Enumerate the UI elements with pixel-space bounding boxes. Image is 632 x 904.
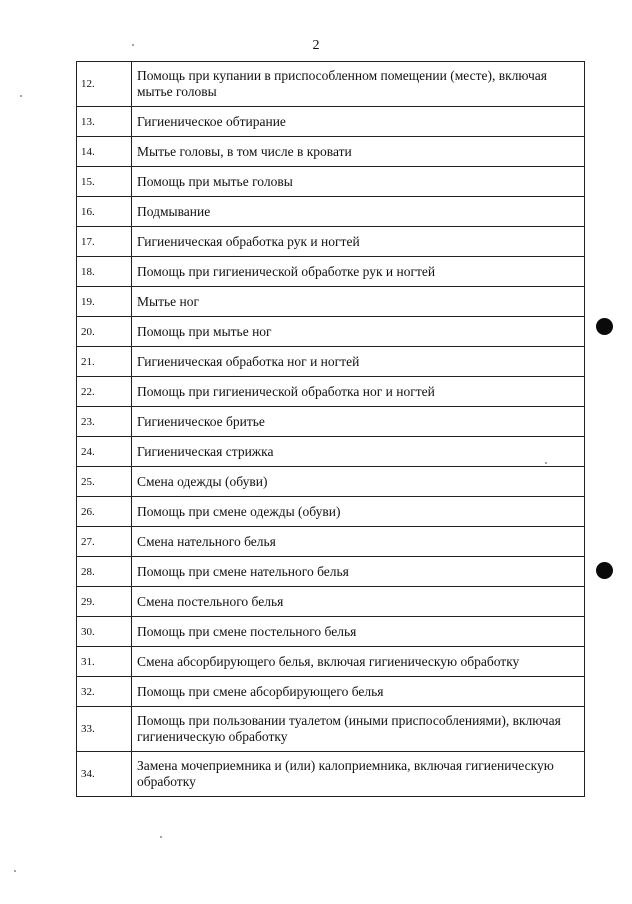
service-description: Мытье головы, в том числе в кровати (132, 137, 585, 167)
row-number: 26. (77, 497, 132, 527)
row-number: 18. (77, 257, 132, 287)
service-description: Гигиеническая обработка ног и ногтей (132, 347, 585, 377)
service-description: Мытье ног (132, 287, 585, 317)
scan-speck (14, 870, 16, 872)
table-row (77, 437, 585, 467)
table-row (77, 227, 585, 257)
row-number: 12. (77, 62, 132, 107)
row-number: 19. (77, 287, 132, 317)
row-number: 31. (77, 647, 132, 677)
service-description: Смена постельного белья (132, 587, 585, 617)
page-number: 2 (312, 38, 320, 53)
table-row (77, 647, 585, 677)
row-number: 34. (77, 752, 132, 797)
row-number: 16. (77, 197, 132, 227)
table-row (77, 467, 585, 497)
table-row (77, 527, 585, 557)
row-number: 14. (77, 137, 132, 167)
table-row (77, 287, 585, 317)
table-row (77, 377, 585, 407)
scan-speck (545, 462, 547, 464)
row-number: 22. (77, 377, 132, 407)
row-number: 29. (77, 587, 132, 617)
service-description: Помощь при смене абсорбирующего белья (132, 677, 585, 707)
row-number: 20. (77, 317, 132, 347)
service-description: Смена абсорбирующего белья, включая гигиеническую обработку (132, 647, 585, 677)
service-description: Замена мочеприемника и (или) калоприемника, включая гигиеническую обработку (132, 752, 585, 797)
table-row (77, 197, 585, 227)
service-description: Помощь при гигиенической обработка ног и ногтей (132, 377, 585, 407)
table-row (77, 137, 585, 167)
table-row (77, 167, 585, 197)
row-number: 17. (77, 227, 132, 257)
service-description: Помощь при смене одежды (обуви) (132, 497, 585, 527)
row-number: 21. (77, 347, 132, 377)
punch-hole-top (596, 318, 613, 335)
service-description: Гигиеническое обтирание (132, 107, 585, 137)
table-row (77, 317, 585, 347)
row-number: 27. (77, 527, 132, 557)
row-number: 24. (77, 437, 132, 467)
table-row (77, 107, 585, 137)
row-number: 28. (77, 557, 132, 587)
table-row (77, 617, 585, 647)
service-description: Подмывание (132, 197, 585, 227)
punch-hole-bottom (596, 562, 613, 579)
service-description: Помощь при мытье головы (132, 167, 585, 197)
scan-speck (132, 44, 134, 46)
table-row (77, 257, 585, 287)
table-row (77, 497, 585, 527)
table-row (77, 407, 585, 437)
service-description: Помощь при мытье ног (132, 317, 585, 347)
row-number: 30. (77, 617, 132, 647)
table-row (77, 707, 585, 752)
table-row (77, 557, 585, 587)
service-description: Гигиеническое бритье (132, 407, 585, 437)
scan-speck (20, 95, 22, 97)
table-row (77, 62, 585, 107)
service-description: Помощь при гигиенической обработке рук и ногтей (132, 257, 585, 287)
table-row (77, 752, 585, 797)
service-description: Смена одежды (обуви) (132, 467, 585, 497)
service-description: Помощь при купании в приспособленном помещении (месте), включая мытье головы (132, 62, 585, 107)
row-number: 32. (77, 677, 132, 707)
service-description: Смена нательного белья (132, 527, 585, 557)
row-number: 25. (77, 467, 132, 497)
table-row (77, 587, 585, 617)
row-number: 23. (77, 407, 132, 437)
table-row (77, 677, 585, 707)
service-description: Помощь при смене постельного белья (132, 617, 585, 647)
service-description: Гигиеническая стрижка (132, 437, 585, 467)
row-number: 33. (77, 707, 132, 752)
service-description: Помощь при смене нательного белья (132, 557, 585, 587)
scan-speck (160, 836, 162, 838)
services-table-body (77, 62, 585, 797)
row-number: 13. (77, 107, 132, 137)
table-row (77, 347, 585, 377)
service-description: Гигиеническая обработка рук и ногтей (132, 227, 585, 257)
service-description: Помощь при пользовании туалетом (иными приспособлениями), включая гигиеническую обработку (132, 707, 585, 752)
services-table (76, 61, 585, 797)
row-number: 15. (77, 167, 132, 197)
